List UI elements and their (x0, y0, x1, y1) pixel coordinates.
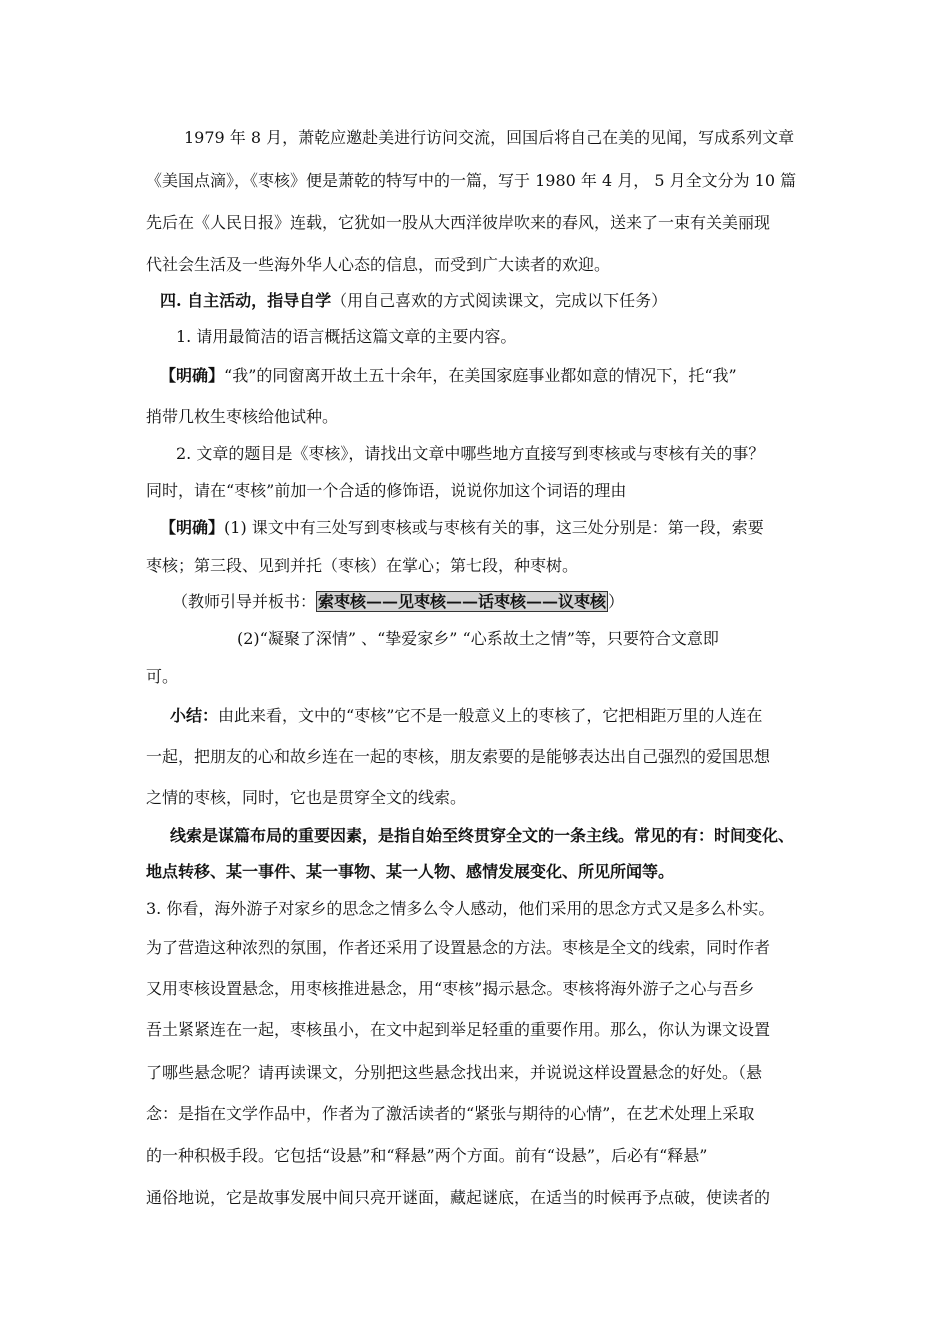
answer-label: 【明确】 (160, 518, 225, 537)
summary-line-2: 一起，把朋友的心和故乡连在一起的枣核，朋友索要的是能够表达出自己强烈的爱国思想 (146, 747, 771, 766)
answer-2-line-4: 可。 (146, 667, 179, 686)
answer-2-line-2: 枣核；第三段、见到并托（枣核）在掌心；第七段，种枣树。 (146, 556, 579, 575)
section-4-title: 四. 自主活动，指导自学 (160, 291, 332, 310)
summary-line-1 (170, 706, 762, 726)
intro-line-4: 代社会生活及一些海外华人心态的信息，而受到广大读者的欢迎。 (146, 255, 611, 274)
question-1: 1. 请用最简洁的语言概括这篇文章的主要内容。 (176, 327, 517, 346)
answer-2-line-1 (160, 518, 764, 538)
question-3-line-6: 念：是指在文学作品中，作者为了激活读者的“紧张与期待的心情”，在艺术处理上采取 (146, 1104, 755, 1123)
answer-2-text: (1) 课文中有三处写到枣核或与枣核有关的事，这三处分别是：第一段，索要 (224, 518, 764, 537)
summary-label: 小结： (170, 706, 219, 725)
answer-label: 【明确】 (160, 366, 225, 385)
summary-text: 由此来看，文中的“枣核”它不是一般意义上的枣核了，它把相距万里的人连在 (218, 706, 763, 725)
section-4-heading (160, 291, 667, 311)
intro-line-2: 《美国点滴》，《枣核》便是萧乾的特写中的一篇，写于 1980 年 4 月， 5 月全文分为 10 篇 (146, 171, 797, 190)
board-prefix: （教师引导并板书： (172, 592, 317, 611)
board-suffix: ） (608, 592, 625, 611)
question-3-line-5: 了哪些悬念呢？请再读课文，分别把这些悬念找出来，并说说这样设置悬念的好处。（悬 (146, 1063, 763, 1082)
answer-2-line-3: (2)“凝聚了深情” 、“挚爱家乡” “心系故土之情”等，只要符合文意即 (237, 629, 719, 648)
question-3-line-2: 为了营造这种浓烈的氛围，作者还采用了设置悬念的方法。枣核是全文的线索，同时作者 (146, 938, 771, 957)
question-2-line-1: 2. 文章的题目是《枣核》，请找出文章中哪些地方直接写到枣核或与枣核有关的事？ (176, 444, 765, 463)
question-2-line-2: 同时，请在“枣核”前加一个合适的修饰语，说说你加这个词语的理由 (146, 481, 627, 500)
intro-line-1: 1979 年 8 月，萧乾应邀赴美进行访问交流，回国后将自己在美的见闻，写成系列文章 (184, 128, 795, 147)
answer-1-text: “我”的同窗离开故土五十余年，在美国家庭事业都如意的情况下，托“我” (224, 366, 737, 385)
board-note (172, 592, 624, 612)
clue-line-1: 线索是谋篇布局的重要因素，是指自始至终贯穿全文的一条主线。常见的有：时间变化、 (170, 826, 795, 845)
question-3-line-3: 又用枣核设置悬念，用枣核推进悬念，用“枣核”揭示悬念。枣核将海外游子之心与吾乡 (146, 979, 755, 998)
question-3-line-7: 的一种积极手段。它包括“设悬”和“释悬”两个方面。前有“设悬”，后必有“释悬” (146, 1146, 708, 1165)
answer-1-line-1 (160, 366, 737, 386)
question-3-line-4: 吾土紧紧连在一起，枣核虽小，在文中起到举足轻重的重要作用。那么，你认为课文设置 (146, 1020, 771, 1039)
intro-line-3: 先后在《人民日报》连载，它犹如一股从大西洋彼岸吹来的春风，送来了一束有关美丽现 (146, 213, 771, 232)
board-highlight: 索枣核——见枣核——话枣核——议枣核 (318, 592, 607, 611)
answer-1-line-2: 捎带几枚生枣核给他试种。 (146, 407, 339, 426)
section-4-note: （用自己喜欢的方式阅读课文，完成以下任务） (331, 291, 668, 310)
summary-line-3: 之情的枣核，同时，它也是贯穿全文的线索。 (146, 788, 467, 807)
question-3-line-8: 通俗地说，它是故事发展中间只亮开谜面，藏起谜底，在适当的时候再予点破，使读者的 (146, 1188, 771, 1207)
clue-line-2: 地点转移、某一事件、某一事物、某一人物、感情发展变化、所见所闻等。 (146, 862, 675, 881)
question-3-line-1: 3. 你看，海外游子对家乡的思念之情多么令人感动，他们采用的思念方式又是多么朴实。 (146, 899, 775, 918)
